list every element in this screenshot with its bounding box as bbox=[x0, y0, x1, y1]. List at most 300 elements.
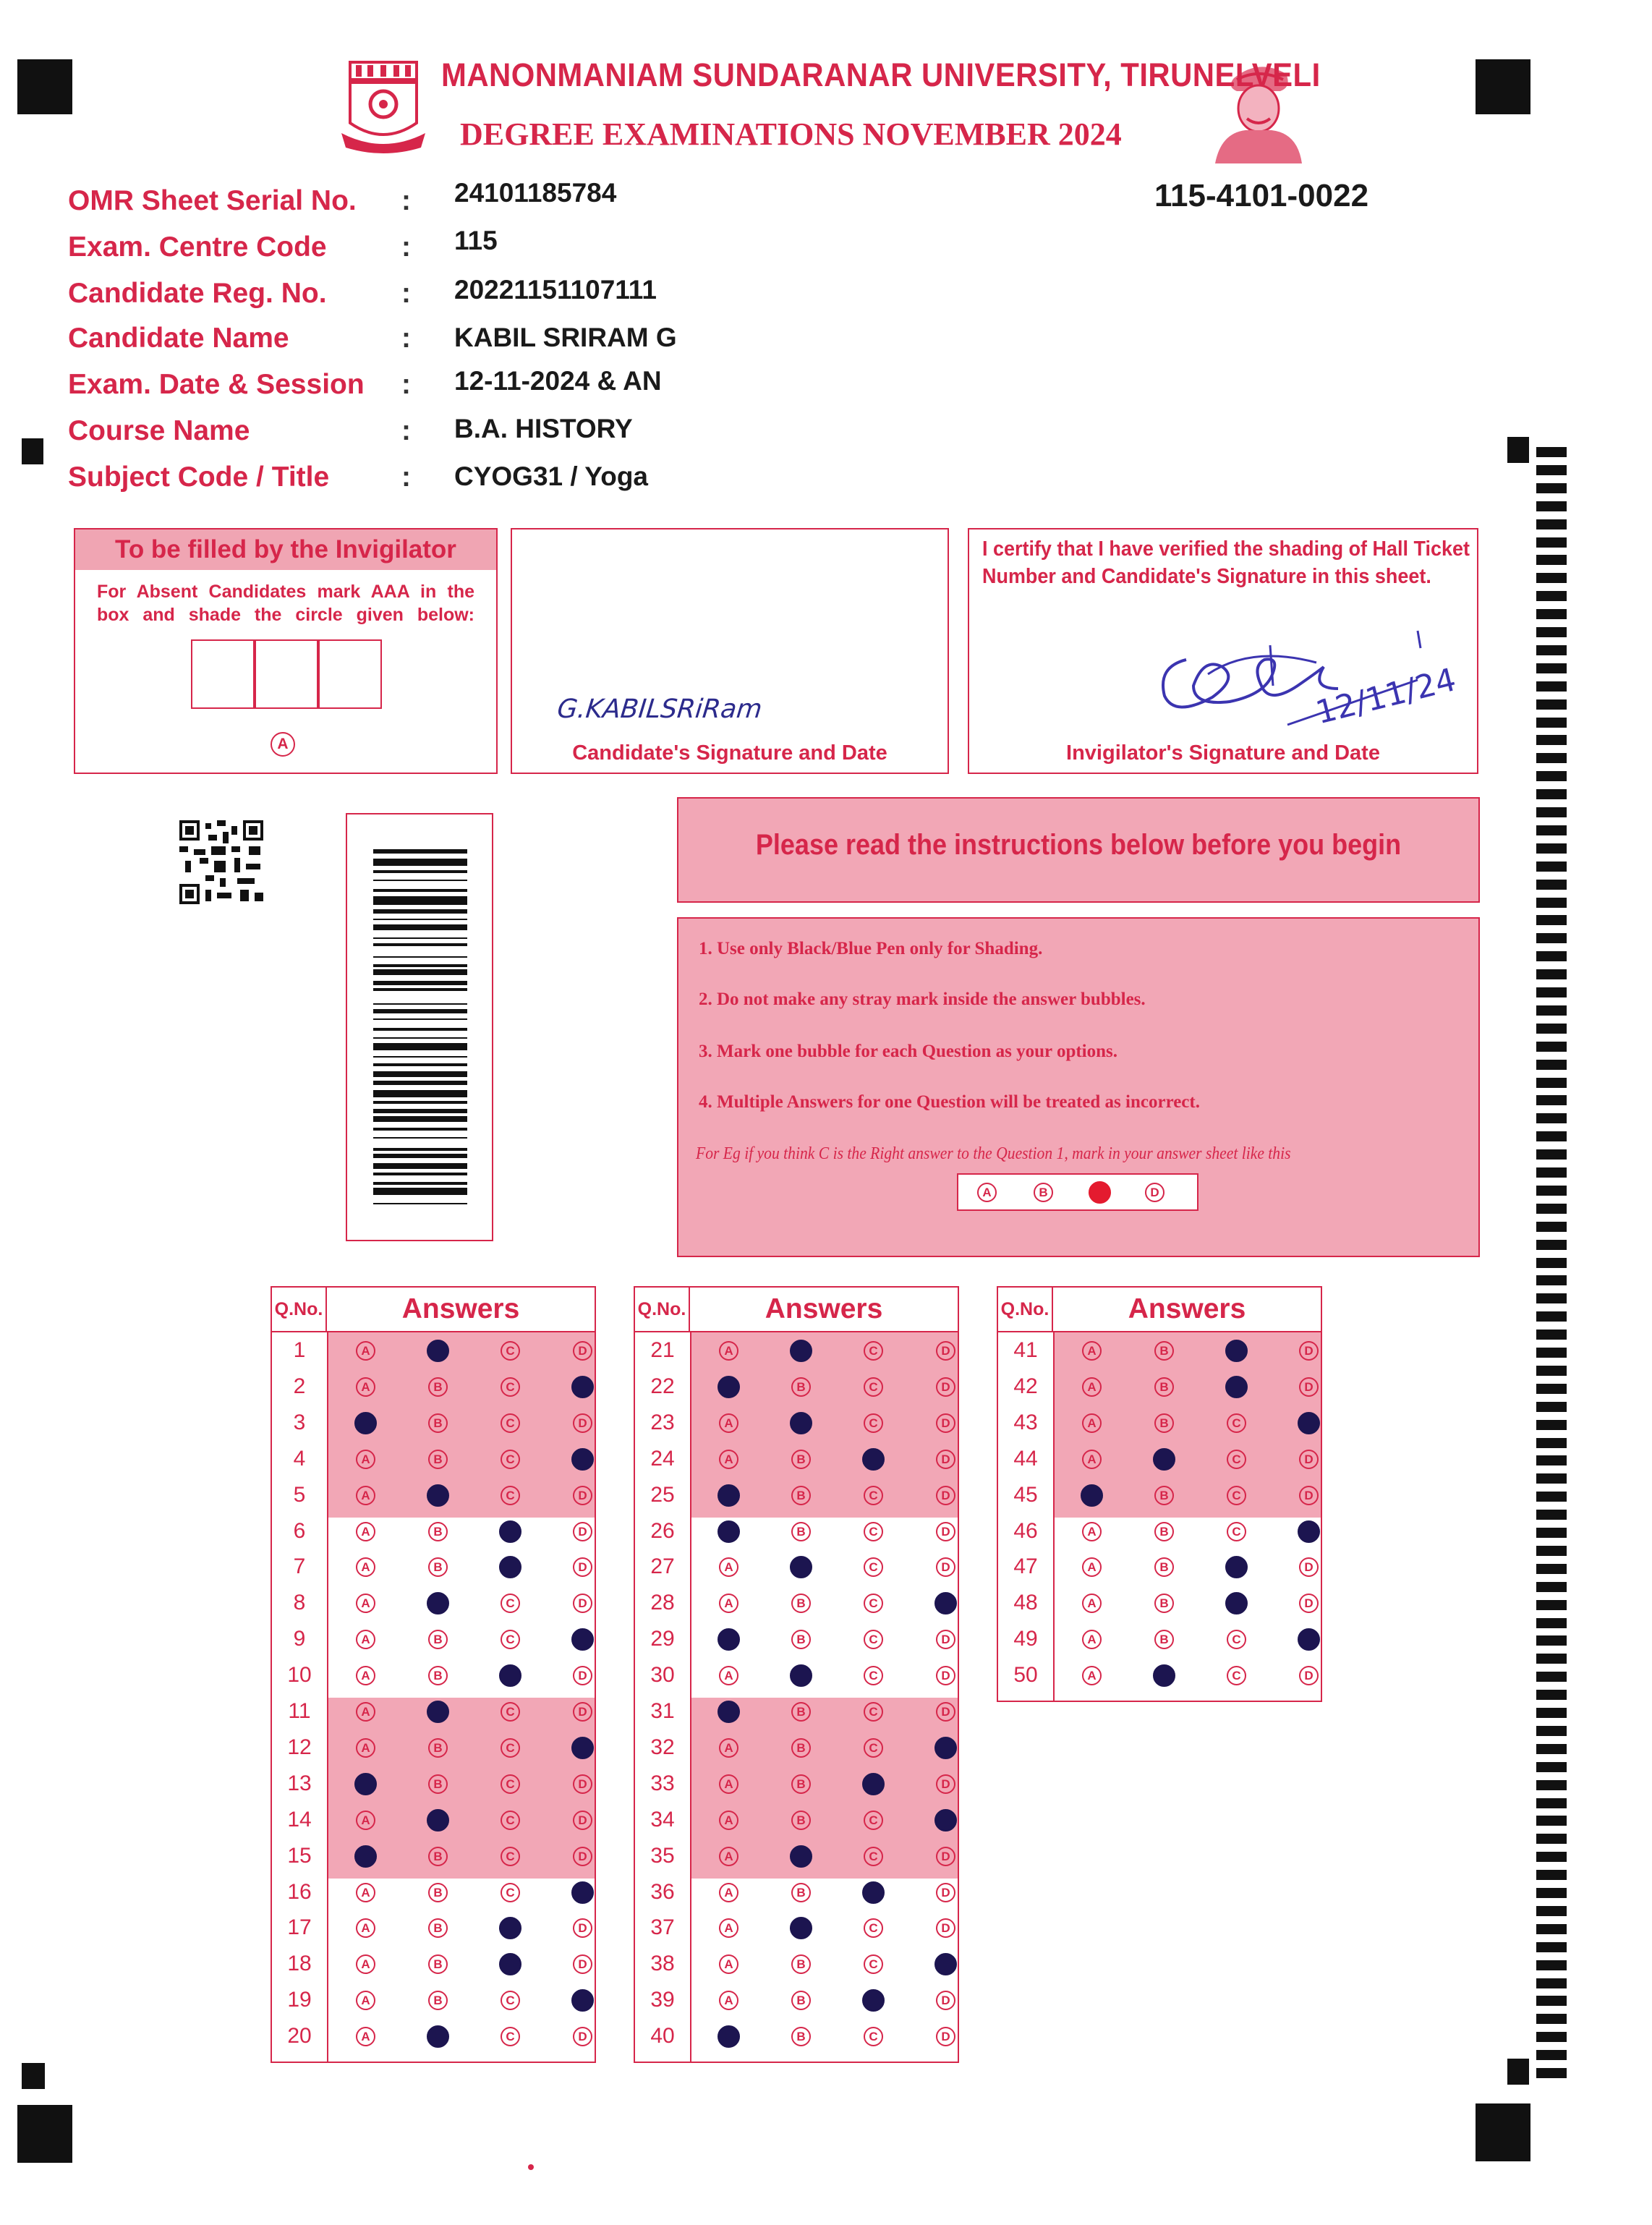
instructions-heading-panel bbox=[677, 797, 1480, 903]
answer-bubble-q6-b[interactable]: B bbox=[428, 1522, 448, 1541]
answer-bubble-q19-a[interactable]: A bbox=[356, 1991, 375, 2010]
question-number: 24 bbox=[650, 1446, 675, 1471]
qr-code-icon bbox=[179, 820, 263, 904]
timing-mark bbox=[1536, 753, 1567, 763]
answer-bubble-q42-a[interactable]: A bbox=[1082, 1377, 1102, 1397]
answer-bubble-q25-d[interactable]: D bbox=[936, 1486, 955, 1505]
question-number: 5 bbox=[293, 1482, 306, 1507]
answer-bubble-q45-c[interactable]: C bbox=[1227, 1486, 1246, 1505]
answer-bubble-q10-c[interactable] bbox=[499, 1664, 521, 1687]
question-number: 43 bbox=[1013, 1410, 1038, 1434]
answer-bubble-q2-a[interactable]: A bbox=[356, 1377, 375, 1397]
answer-bubble-q34-d[interactable] bbox=[934, 1809, 957, 1832]
question-number: 41 bbox=[1013, 1338, 1038, 1362]
question-number: 32 bbox=[650, 1735, 675, 1759]
answer-bubble-q44-d[interactable]: D bbox=[1299, 1450, 1319, 1469]
answer-bubble-q37-a[interactable]: A bbox=[719, 1918, 738, 1938]
answer-bubble-q21-c[interactable]: C bbox=[864, 1341, 883, 1361]
answer-bubble-q38-d[interactable] bbox=[934, 1953, 957, 1975]
timing-mark bbox=[1536, 862, 1567, 872]
question-number: 39 bbox=[650, 1988, 675, 2012]
answer-bubble-q21-b[interactable] bbox=[790, 1340, 812, 1362]
registration-mark-bottom-left bbox=[17, 2105, 72, 2163]
answer-bubble-q7-a[interactable]: A bbox=[356, 1557, 375, 1577]
answer-bubble-q30-c[interactable]: C bbox=[864, 1666, 883, 1685]
question-number: 47 bbox=[1013, 1554, 1038, 1579]
answer-bubble-q48-b[interactable]: B bbox=[1154, 1594, 1174, 1613]
answer-bubble-q28-c[interactable]: C bbox=[864, 1594, 883, 1613]
answer-bubble-q35-c[interactable]: C bbox=[864, 1847, 883, 1866]
candidate-signature-handwriting bbox=[555, 686, 845, 729]
answer-bubble-q49-c[interactable]: C bbox=[1227, 1630, 1246, 1649]
answer-bubble-q29-b[interactable]: B bbox=[791, 1630, 811, 1649]
answer-bubble-q26-d[interactable]: D bbox=[936, 1522, 955, 1541]
answer-bubble-q20-b[interactable] bbox=[427, 2025, 449, 2048]
answer-bubble-q46-b[interactable]: B bbox=[1154, 1522, 1174, 1541]
answer-bubble-q13-c[interactable]: C bbox=[501, 1774, 520, 1794]
timing-mark bbox=[1536, 1060, 1567, 1070]
answer-bubble-q47-d[interactable]: D bbox=[1299, 1557, 1319, 1577]
university-logo-icon bbox=[340, 61, 427, 156]
answer-bubble-q33-a[interactable]: A bbox=[719, 1774, 738, 1794]
timing-mark bbox=[1536, 1960, 1567, 1970]
timing-mark bbox=[1536, 1852, 1567, 1862]
answer-bubble-q37-d[interactable]: D bbox=[936, 1918, 955, 1938]
answer-bubble-q7-b[interactable]: B bbox=[428, 1557, 448, 1577]
answer-bubble-q43-d[interactable] bbox=[1298, 1412, 1320, 1434]
answer-bubble-q33-b[interactable]: B bbox=[791, 1774, 811, 1794]
answer-bubble-q31-b[interactable]: B bbox=[791, 1702, 811, 1722]
answer-bubble-q34-a[interactable]: A bbox=[719, 1811, 738, 1830]
answer-bubble-q44-c[interactable]: C bbox=[1227, 1450, 1246, 1469]
timing-mark bbox=[1536, 1366, 1567, 1376]
answer-bubble-q46-c[interactable]: C bbox=[1227, 1522, 1246, 1541]
barcode-bar bbox=[373, 1018, 467, 1020]
answer-bubble-q4-c[interactable]: C bbox=[501, 1450, 520, 1469]
answer-bubble-q29-c[interactable]: C bbox=[864, 1630, 883, 1649]
answer-bubble-q38-c[interactable]: C bbox=[864, 1954, 883, 1974]
barcode-bar bbox=[373, 988, 467, 991]
answer-bubble-q7-d[interactable]: D bbox=[573, 1557, 592, 1577]
answer-bubble-q26-c[interactable]: C bbox=[864, 1522, 883, 1541]
answer-bubble-q24-c[interactable] bbox=[862, 1448, 885, 1471]
answer-bubble-q23-a[interactable]: A bbox=[719, 1413, 738, 1433]
answer-bubble-q20-c[interactable]: C bbox=[501, 2027, 520, 2046]
answer-bubble-q2-b[interactable]: B bbox=[428, 1377, 448, 1397]
answer-bubble-q46-a[interactable]: A bbox=[1082, 1522, 1102, 1541]
answer-bubble-q47-b[interactable]: B bbox=[1154, 1557, 1174, 1577]
answer-bubble-q22-c[interactable]: C bbox=[864, 1377, 883, 1397]
absent-box-3[interactable] bbox=[318, 639, 382, 709]
answer-bubble-q12-b[interactable]: B bbox=[428, 1738, 448, 1758]
answer-bubble-q9-b[interactable]: B bbox=[428, 1630, 448, 1649]
answer-bubble-q41-d[interactable]: D bbox=[1299, 1341, 1319, 1361]
timing-mark bbox=[1536, 1204, 1567, 1214]
barcode-bar bbox=[373, 1071, 467, 1077]
question-number: 19 bbox=[287, 1988, 312, 2012]
barcode-bar bbox=[373, 1154, 467, 1158]
answer-bubble-q4-d[interactable] bbox=[571, 1448, 594, 1471]
answer-bubble-q42-c[interactable] bbox=[1225, 1376, 1248, 1398]
answer-bubble-q40-a[interactable] bbox=[718, 2025, 740, 2048]
question-number: 28 bbox=[650, 1591, 675, 1615]
barcode-bar bbox=[373, 849, 467, 854]
answer-bubble-q23-c[interactable]: C bbox=[864, 1413, 883, 1433]
answer-bubble-q31-c[interactable]: C bbox=[864, 1702, 883, 1722]
answer-bubble-q45-a[interactable] bbox=[1081, 1484, 1103, 1507]
timing-mark bbox=[1536, 1005, 1567, 1016]
barcode-bar bbox=[373, 1109, 467, 1113]
answer-bubble-q14-b[interactable] bbox=[427, 1809, 449, 1832]
answer-bubble-q5-c[interactable]: C bbox=[501, 1486, 520, 1505]
answer-bubble-q35-b[interactable] bbox=[790, 1845, 812, 1868]
answer-bubble-q5-d[interactable]: D bbox=[573, 1486, 592, 1505]
answer-bubble-q40-b[interactable]: B bbox=[791, 2027, 811, 2046]
answer-bubble-q39-d[interactable]: D bbox=[936, 1991, 955, 2010]
answer-bubble-q18-d[interactable]: D bbox=[573, 1954, 592, 1974]
answer-bubble-q38-b[interactable]: B bbox=[791, 1954, 811, 1974]
answer-bubble-q28-b[interactable]: B bbox=[791, 1594, 811, 1613]
answer-bubble-q18-b[interactable]: B bbox=[428, 1954, 448, 1974]
answer-bubble-q39-b[interactable]: B bbox=[791, 1991, 811, 2010]
answer-bubble-q29-a[interactable] bbox=[718, 1628, 740, 1651]
timing-mark bbox=[1536, 591, 1567, 601]
answer-bubble-q40-d[interactable]: D bbox=[936, 2027, 955, 2046]
answers-header: Answers bbox=[1053, 1288, 1321, 1332]
timing-mark bbox=[1536, 1635, 1567, 1646]
answer-bubble-q43-c[interactable]: C bbox=[1227, 1413, 1246, 1433]
question-number: 16 bbox=[287, 1879, 312, 1904]
answer-bubble-q36-b[interactable]: B bbox=[791, 1883, 811, 1902]
answer-bubble-q25-b[interactable]: B bbox=[791, 1486, 811, 1505]
answer-bubble-q49-d[interactable] bbox=[1298, 1628, 1320, 1651]
answer-bubble-q42-d[interactable]: D bbox=[1299, 1377, 1319, 1397]
answer-bubble-q25-a[interactable] bbox=[718, 1484, 740, 1507]
answer-bubble-q42-b[interactable]: B bbox=[1154, 1377, 1174, 1397]
answer-bubble-q32-b[interactable]: B bbox=[791, 1738, 811, 1758]
answer-bubble-q24-b[interactable]: B bbox=[791, 1450, 811, 1469]
answer-bubble-q16-d[interactable] bbox=[571, 1881, 594, 1904]
answer-bubble-q17-c[interactable] bbox=[499, 1917, 521, 1939]
candidate-signature-box bbox=[511, 528, 949, 774]
barcode-bar bbox=[373, 1163, 467, 1169]
answer-bubble-q13-b[interactable]: B bbox=[428, 1774, 448, 1794]
answers-header: Answers bbox=[690, 1288, 958, 1332]
answer-bubble-q31-a[interactable] bbox=[718, 1701, 740, 1723]
answer-bubble-q6-c[interactable] bbox=[499, 1520, 521, 1543]
answer-bubble-q20-a[interactable]: A bbox=[356, 2027, 375, 2046]
timing-mark bbox=[1536, 1402, 1567, 1412]
answer-bubble-q21-a[interactable]: A bbox=[719, 1341, 738, 1361]
question-number: 21 bbox=[650, 1338, 675, 1362]
answer-bubble-q3-b[interactable]: B bbox=[428, 1413, 448, 1433]
answer-bubble-q17-d[interactable]: D bbox=[573, 1918, 592, 1938]
question-number: 20 bbox=[287, 2024, 312, 2049]
answers-header: Answers bbox=[327, 1288, 595, 1332]
answer-bubble-q28-a[interactable]: A bbox=[719, 1594, 738, 1613]
answer-bubble-q40-c[interactable]: C bbox=[864, 2027, 883, 2046]
barcode-bar bbox=[373, 943, 467, 946]
answer-bubble-q2-c[interactable]: C bbox=[501, 1377, 520, 1397]
answer-bubble-q11-b[interactable] bbox=[427, 1701, 449, 1723]
answer-bubble-q41-c[interactable] bbox=[1225, 1340, 1248, 1362]
answer-bubble-q37-c[interactable]: C bbox=[864, 1918, 883, 1938]
answer-bubble-q31-d[interactable]: D bbox=[936, 1702, 955, 1722]
answer-bubble-q1-a[interactable]: A bbox=[356, 1341, 375, 1361]
answer-bubble-q45-b[interactable]: B bbox=[1154, 1486, 1174, 1505]
answer-bubble-q50-c[interactable]: C bbox=[1227, 1666, 1246, 1685]
question-number: 18 bbox=[287, 1952, 312, 1976]
answer-bubble-q16-b[interactable]: B bbox=[428, 1883, 448, 1902]
answer-bubble-q49-a[interactable]: A bbox=[1082, 1630, 1102, 1649]
answer-bubble-q1-d[interactable]: D bbox=[573, 1341, 592, 1361]
answer-bubble-q21-d[interactable]: D bbox=[936, 1341, 955, 1361]
answer-bubble-q43-b[interactable]: B bbox=[1154, 1413, 1174, 1433]
question-number: 38 bbox=[650, 1952, 675, 1976]
answer-bubble-q12-d[interactable] bbox=[571, 1737, 594, 1759]
timing-mark bbox=[1536, 1600, 1567, 1610]
absent-bubble[interactable]: A bbox=[271, 732, 295, 757]
timing-mark bbox=[1536, 1078, 1567, 1088]
answer-bubble-q47-a[interactable]: A bbox=[1082, 1557, 1102, 1577]
question-number: 13 bbox=[287, 1771, 312, 1795]
question-number: 36 bbox=[650, 1879, 675, 1904]
answer-bubble-q1-b[interactable] bbox=[427, 1340, 449, 1362]
answer-bubble-q13-d[interactable]: D bbox=[573, 1774, 592, 1794]
timing-mark bbox=[1536, 1131, 1567, 1141]
answer-bubble-q8-b[interactable] bbox=[427, 1592, 449, 1614]
timing-mark bbox=[1536, 969, 1567, 979]
answer-bubble-q9-d[interactable] bbox=[571, 1628, 594, 1651]
answer-bubble-q1-c[interactable]: C bbox=[501, 1341, 520, 1361]
answer-bubble-q43-a[interactable]: A bbox=[1082, 1413, 1102, 1433]
answer-bubble-q39-c[interactable] bbox=[862, 1989, 885, 2012]
barcode-bar bbox=[373, 937, 467, 939]
answer-bubble-q6-a[interactable]: A bbox=[356, 1522, 375, 1541]
answer-bubble-q10-a[interactable]: A bbox=[356, 1666, 375, 1685]
answer-bubble-q41-b[interactable]: B bbox=[1154, 1341, 1174, 1361]
answer-bubble-q22-a[interactable] bbox=[718, 1376, 740, 1398]
qno-header: Q.No. bbox=[635, 1288, 690, 1332]
answer-bubble-q33-d[interactable]: D bbox=[936, 1774, 955, 1794]
timing-mark bbox=[1536, 1095, 1567, 1105]
timing-mark bbox=[1536, 609, 1567, 619]
answer-bubble-q45-d[interactable]: D bbox=[1299, 1486, 1319, 1505]
answer-bubble-q10-b[interactable]: B bbox=[428, 1666, 448, 1685]
answer-bubble-q46-d[interactable] bbox=[1298, 1520, 1320, 1543]
answer-bubble-q35-d[interactable]: D bbox=[936, 1847, 955, 1866]
answer-bubble-q24-d[interactable]: D bbox=[936, 1450, 955, 1469]
answer-bubble-q49-b[interactable]: B bbox=[1154, 1630, 1174, 1649]
absent-box-1[interactable] bbox=[191, 639, 255, 709]
timing-mark bbox=[1536, 2068, 1567, 2078]
answer-bubble-q16-a[interactable]: A bbox=[356, 1883, 375, 1902]
answer-bubble-q18-a[interactable]: A bbox=[356, 1954, 375, 1974]
answer-bubble-q20-d[interactable]: D bbox=[573, 2027, 592, 2046]
answer-bubble-q37-b[interactable] bbox=[790, 1917, 812, 1939]
candidate-signature-text: G.KABILSRiRam bbox=[555, 694, 764, 724]
answer-bubble-q50-b[interactable] bbox=[1153, 1664, 1175, 1687]
answer-bubble-q3-d[interactable]: D bbox=[573, 1413, 592, 1433]
timing-mark bbox=[1536, 1528, 1567, 1538]
answer-bubble-q32-c[interactable]: C bbox=[864, 1738, 883, 1758]
answer-bubble-q29-d[interactable]: D bbox=[936, 1630, 955, 1649]
answer-bubble-q30-d[interactable]: D bbox=[936, 1666, 955, 1685]
answer-bubble-q11-a[interactable]: A bbox=[356, 1702, 375, 1722]
answer-bubble-q19-c[interactable]: C bbox=[501, 1991, 520, 2010]
answer-bubble-q6-d[interactable]: D bbox=[573, 1522, 592, 1541]
question-number: 45 bbox=[1013, 1482, 1038, 1507]
answer-bubble-q33-c[interactable] bbox=[862, 1773, 885, 1795]
answer-bubble-q11-d[interactable]: D bbox=[573, 1702, 592, 1722]
answer-bubble-q27-a[interactable]: A bbox=[719, 1557, 738, 1577]
answer-bubble-q38-a[interactable]: A bbox=[719, 1954, 738, 1974]
answer-bubble-q44-a[interactable]: A bbox=[1082, 1450, 1102, 1469]
answer-bubble-q24-a[interactable]: A bbox=[719, 1450, 738, 1469]
barcode-bar bbox=[373, 1101, 467, 1104]
answer-bubble-q30-b[interactable] bbox=[790, 1664, 812, 1687]
answer-bubble-q14-c[interactable]: C bbox=[501, 1811, 520, 1830]
timing-mark bbox=[1536, 1186, 1567, 1196]
timing-mark bbox=[1536, 951, 1567, 961]
absent-box-2[interactable] bbox=[255, 639, 318, 709]
example-bubble-d: D bbox=[1145, 1183, 1165, 1202]
answer-bubble-q14-d[interactable]: D bbox=[573, 1811, 592, 1830]
answer-bubble-q25-c[interactable]: C bbox=[864, 1486, 883, 1505]
answer-bubble-q41-a[interactable]: A bbox=[1082, 1341, 1102, 1361]
answer-bubble-q17-b[interactable]: B bbox=[428, 1918, 448, 1938]
answer-bubble-q32-d[interactable] bbox=[934, 1737, 957, 1759]
barcode-bar bbox=[373, 870, 467, 873]
timing-mark bbox=[1536, 645, 1567, 655]
timing-mark bbox=[1536, 915, 1567, 925]
answer-bubble-q22-d[interactable]: D bbox=[936, 1377, 955, 1397]
barcode-bar bbox=[373, 1203, 467, 1204]
answer-bubble-q23-b[interactable] bbox=[790, 1412, 812, 1434]
answer-bubble-q8-c[interactable]: C bbox=[501, 1594, 520, 1613]
answer-bubble-q50-d[interactable]: D bbox=[1299, 1666, 1319, 1685]
answer-bubble-q36-c[interactable] bbox=[862, 1881, 885, 1904]
timing-mark bbox=[1536, 1024, 1567, 1034]
answer-bubble-q8-d[interactable]: D bbox=[573, 1594, 592, 1613]
timing-mark bbox=[1536, 1906, 1567, 1916]
barcode-bar bbox=[373, 1009, 467, 1013]
registration-mark-mid-right bbox=[1507, 437, 1529, 463]
timing-mark bbox=[1536, 933, 1567, 943]
answer-bubble-q27-b[interactable] bbox=[790, 1556, 812, 1578]
answer-bubble-q27-d[interactable]: D bbox=[936, 1557, 955, 1577]
answer-bubble-q36-a[interactable]: A bbox=[719, 1883, 738, 1902]
answer-bubble-q11-c[interactable]: C bbox=[501, 1702, 520, 1722]
timing-mark bbox=[1536, 681, 1567, 692]
answer-bubble-q3-a[interactable] bbox=[354, 1412, 377, 1434]
stray-mark bbox=[528, 2164, 534, 2170]
answer-bubble-q4-b[interactable]: B bbox=[428, 1450, 448, 1469]
barcode-bar bbox=[373, 956, 467, 958]
answer-bubble-q22-b[interactable]: B bbox=[791, 1377, 811, 1397]
answer-bubble-q17-a[interactable]: A bbox=[356, 1918, 375, 1938]
answer-bubble-q2-d[interactable] bbox=[571, 1376, 594, 1398]
answer-bubble-q18-c[interactable] bbox=[499, 1953, 521, 1975]
answer-bubble-q15-d[interactable]: D bbox=[573, 1847, 592, 1866]
answer-bubble-q9-a[interactable]: A bbox=[356, 1630, 375, 1649]
answer-bubble-q48-c[interactable] bbox=[1225, 1592, 1248, 1614]
barcode-bar bbox=[373, 981, 467, 985]
question-number: 40 bbox=[650, 2024, 675, 2049]
answer-bubble-q13-a[interactable] bbox=[354, 1773, 377, 1795]
barcode-bar bbox=[373, 964, 467, 967]
answer-bubble-q50-a[interactable]: A bbox=[1082, 1666, 1102, 1685]
timing-mark bbox=[1536, 699, 1567, 710]
answer-bubble-q5-b[interactable] bbox=[427, 1484, 449, 1507]
field-label-subject: Subject Code / Title bbox=[68, 461, 330, 493]
registration-mark-top-right bbox=[1476, 59, 1530, 114]
question-number: 11 bbox=[288, 1699, 311, 1723]
answer-bubble-q26-a[interactable] bbox=[718, 1520, 740, 1543]
timing-mark bbox=[1536, 771, 1567, 781]
answer-bubble-q30-a[interactable]: A bbox=[719, 1666, 738, 1685]
example-bubble-a: A bbox=[977, 1183, 997, 1202]
answer-bubble-q15-b[interactable]: B bbox=[428, 1847, 448, 1866]
timing-mark bbox=[1536, 1258, 1567, 1268]
question-number: 42 bbox=[1013, 1374, 1038, 1398]
answer-bubble-q14-a[interactable]: A bbox=[356, 1811, 375, 1830]
question-number: 30 bbox=[650, 1663, 675, 1688]
answer-bubble-q39-a[interactable]: A bbox=[719, 1991, 738, 2010]
answer-bubble-q26-b[interactable]: B bbox=[791, 1522, 811, 1541]
answer-bubble-q3-c[interactable]: C bbox=[501, 1413, 520, 1433]
answer-bubble-q8-a[interactable]: A bbox=[356, 1594, 375, 1613]
answer-bubble-q28-d[interactable] bbox=[934, 1592, 957, 1614]
answer-bubble-q19-d[interactable] bbox=[571, 1989, 594, 2012]
answer-bubble-q27-c[interactable]: C bbox=[864, 1557, 883, 1577]
answer-bubble-q48-d[interactable]: D bbox=[1299, 1594, 1319, 1613]
answer-bubble-q34-c[interactable]: C bbox=[864, 1811, 883, 1830]
answer-bubble-q19-b[interactable]: B bbox=[428, 1991, 448, 2010]
column-divider bbox=[1053, 1332, 1055, 1701]
answer-bubble-q16-c[interactable]: C bbox=[501, 1883, 520, 1902]
answer-bubble-q47-c[interactable] bbox=[1225, 1556, 1248, 1578]
answer-bubble-q15-a[interactable] bbox=[354, 1845, 377, 1868]
answer-bubble-q23-d[interactable]: D bbox=[936, 1413, 955, 1433]
barcode-bar bbox=[373, 1081, 467, 1085]
answer-bubble-q10-d[interactable]: D bbox=[573, 1666, 592, 1685]
answer-bubble-q4-a[interactable]: A bbox=[356, 1450, 375, 1469]
field-label-centre: Exam. Centre Code bbox=[68, 231, 327, 263]
answer-bubble-q5-a[interactable]: A bbox=[356, 1486, 375, 1505]
timing-mark bbox=[1536, 573, 1567, 583]
answer-bubble-q36-d[interactable]: D bbox=[936, 1883, 955, 1902]
answer-bubble-q12-c[interactable]: C bbox=[501, 1738, 520, 1758]
timing-mark bbox=[1536, 1384, 1567, 1394]
answer-bubble-q9-c[interactable]: C bbox=[501, 1630, 520, 1649]
timing-mark bbox=[1536, 501, 1567, 511]
timing-mark bbox=[1536, 789, 1567, 799]
answer-bubble-q44-b[interactable] bbox=[1153, 1448, 1175, 1471]
certify-text: I certify that I have verified the shading of Hall Ticket Number and Candidate's Signature in this sheet. bbox=[982, 537, 1470, 588]
instruction-item: 3. Mark one bubble for each Question as your options. bbox=[699, 1042, 1118, 1061]
answer-bubble-q48-a[interactable]: A bbox=[1082, 1594, 1102, 1613]
barcode-icon bbox=[373, 849, 467, 1211]
question-number: 15 bbox=[287, 1843, 312, 1868]
answer-bubble-q35-a[interactable]: A bbox=[719, 1847, 738, 1866]
answer-bubble-q12-a[interactable]: A bbox=[356, 1738, 375, 1758]
answer-table-2 bbox=[634, 1286, 959, 2063]
answer-bubble-q32-a[interactable]: A bbox=[719, 1738, 738, 1758]
answer-bubble-q7-c[interactable] bbox=[499, 1556, 521, 1578]
answer-bubble-q34-b[interactable]: B bbox=[791, 1811, 811, 1830]
answer-bubble-q15-c[interactable]: C bbox=[501, 1847, 520, 1866]
